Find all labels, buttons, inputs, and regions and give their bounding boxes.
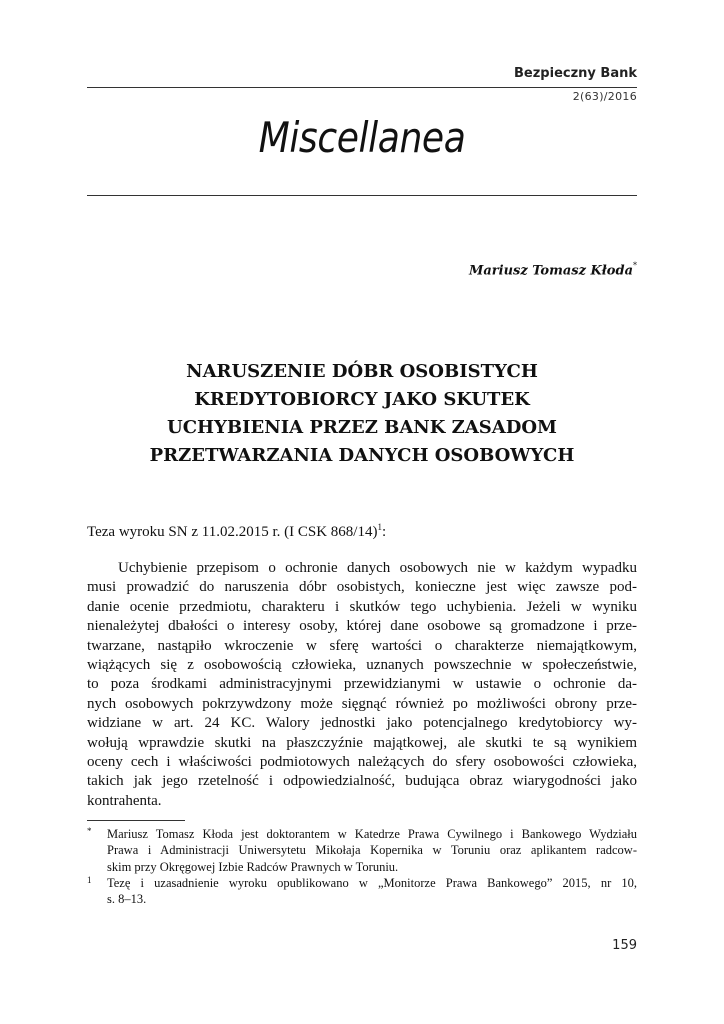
body-line: wiążących się z osobowością człowieka, uznanych powszechnie w społeczeństwie, bbox=[87, 656, 637, 673]
title-line: PRZETWARZANIA DANYCH OSOBOWYCH bbox=[149, 445, 575, 466]
thesis-footnote-mark: 1 bbox=[377, 522, 382, 532]
body-line: musi prowadzić do naruszenia dóbr osobistych, konieczne jest więc zawsze pod- bbox=[87, 579, 637, 596]
author-footnote-mark: * bbox=[633, 261, 637, 270]
body-line: danie ocenie przedmiotu, charakteru i skutków tego uchybienia. Jeżeli w wyniku bbox=[87, 598, 637, 615]
body-line: oceny cech i właściwości podmiotowych należących do sfery osobowości człowieka, bbox=[87, 753, 637, 770]
thesis-colon: : bbox=[381, 524, 387, 540]
footnote-mark: * bbox=[87, 826, 92, 836]
section-title: Miscellanea bbox=[258, 113, 466, 162]
header-rule-top bbox=[87, 87, 637, 88]
title-line: UCHYBIENIA PRZEZ BANK ZASADOM bbox=[167, 417, 557, 438]
footnote-rule bbox=[87, 820, 185, 821]
header-rule-bottom bbox=[87, 195, 637, 196]
footnote-1 bbox=[87, 875, 637, 908]
body-line: to poza środkami administracyjnymi przewidzianymi w ustawie o ochronie da- bbox=[87, 676, 637, 693]
body-paragraph bbox=[87, 559, 637, 811]
title-line: KREDYTOBIORCY JAKO SKUTEK bbox=[194, 389, 530, 410]
article-title bbox=[87, 358, 637, 470]
body-line: nienależytej dbałości o interesy osoby, której dane osobowe są gromadzone i prze- bbox=[87, 618, 637, 635]
journal-name: Bezpieczny Bank bbox=[514, 66, 637, 81]
body-line: twarzane, nastąpiło wkroczenie w sferę wartości o charakterze niemajątkowym, bbox=[87, 637, 637, 654]
footnote-mark: 1 bbox=[87, 874, 92, 885]
body-line: Uchybienie przepisom o ochronie danych osobowych nie w każdym wypadku bbox=[118, 560, 637, 576]
footnotes bbox=[87, 826, 637, 907]
thesis-text: Teza wyroku SN z 11.02.2015 r. (I CSK 868/14) bbox=[87, 524, 378, 540]
author-line bbox=[469, 262, 637, 278]
author-name: Mariusz Tomasz Kłoda bbox=[468, 263, 633, 279]
body-line: takich jak jego rzetelność i odpowiedzialność, budująca obraz wiarygodności jako bbox=[87, 773, 637, 790]
footnote-line: Prawa i Administracji Uniwersytetu Mikołaja Kopernika w Toruniu oraz aplikantem radcow- bbox=[107, 843, 637, 858]
footnote-author bbox=[87, 826, 637, 875]
footnote-line: skim przy Okręgowej Izbie Radców Prawnych w Toruniu. bbox=[107, 859, 399, 874]
body-line: nych osobowych pokrzywdzony może sięgnąć również po możliwości obrony prze- bbox=[87, 695, 637, 712]
body-line: wołują wprawdzie skutki na płaszczyźnie majątkowej, ale skutki te są wynikiem bbox=[87, 734, 637, 751]
page-number: 159 bbox=[612, 938, 637, 953]
body-line: widziane w art. 24 KC. Walory jednostki jako potencjalnego kredytobiorcy wy- bbox=[87, 715, 637, 732]
issue-number: 2(63)/2016 bbox=[572, 90, 637, 103]
footnote-line: Tezę i uzasadnienie wyroku opublikowano w „Monitorze Prawa Bankowego” 2015, nr 10, bbox=[107, 875, 637, 890]
footnote-line: s. 8–13. bbox=[107, 892, 147, 907]
thesis-heading bbox=[87, 522, 386, 541]
footnote-line: Mariusz Tomasz Kłoda jest doktorantem w Katedrze Prawa Cywilnego i Bankowego Wydziału bbox=[107, 827, 637, 841]
body-line: kontrahenta. bbox=[87, 792, 162, 809]
title-line: NARUSZENIE DÓBR OSOBISTYCH bbox=[186, 361, 538, 382]
